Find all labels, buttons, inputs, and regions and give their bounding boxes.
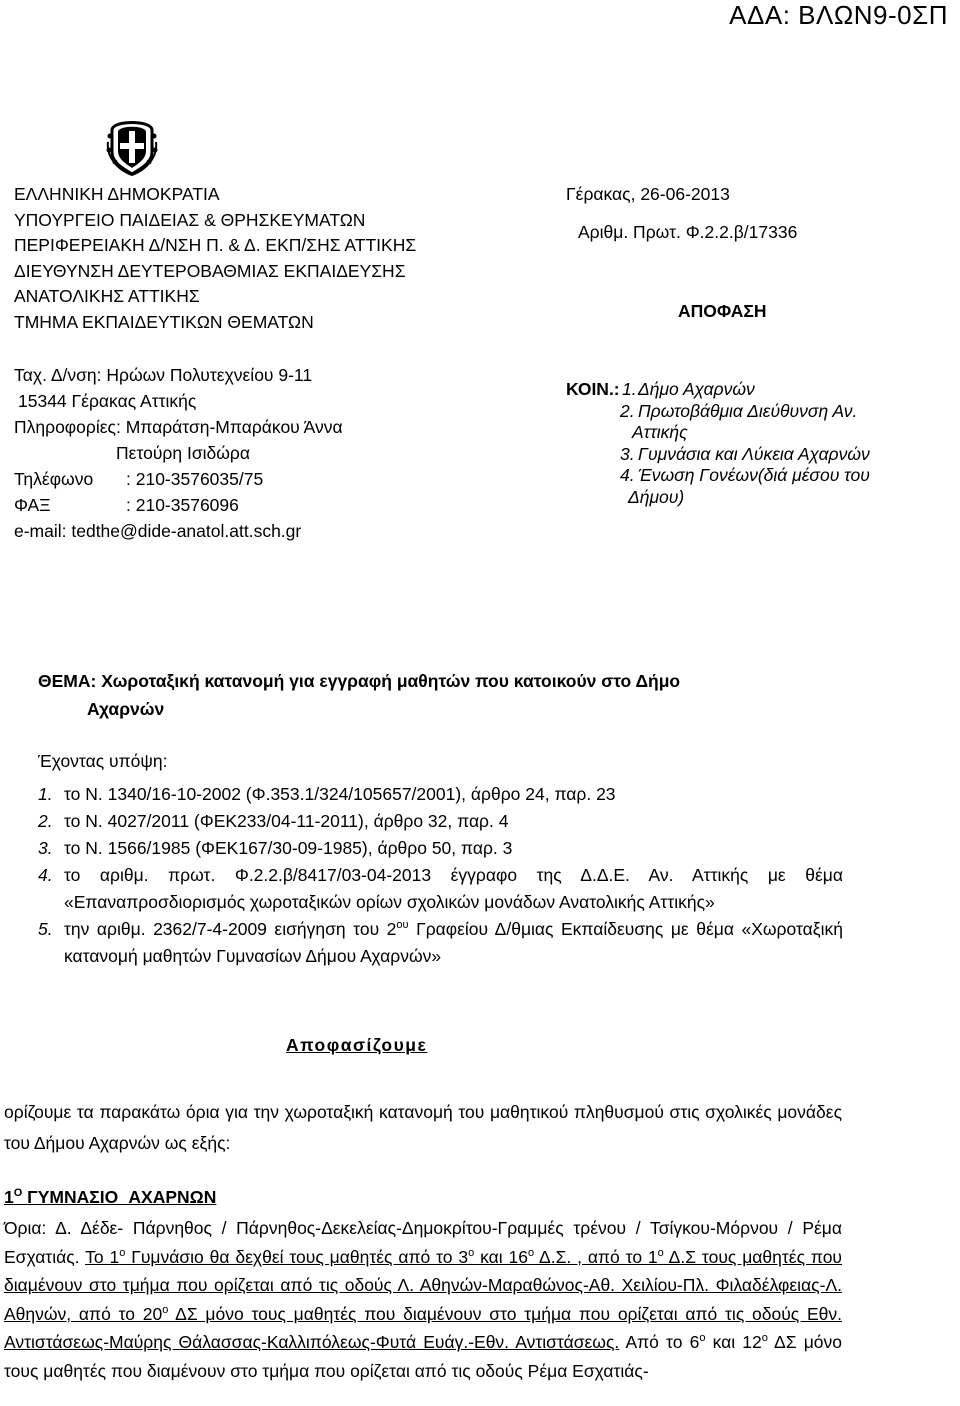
koin-label: ΚΟΙΝ.: <box>566 379 620 399</box>
considering-list <box>38 781 843 970</box>
considering-item: 4. το αριθμ. πρωτ. Φ.2.2.β/8417/03-04-2013 έγγραφο της Δ.Δ.Ε. Αν. Αττικής με θέμα «Επαναπροσδιορισμός χωροταξικών ορίων σχολικών μονάδων Ανατολικής Αττικής» <box>38 865 843 912</box>
issuer-header <box>14 182 416 335</box>
header-line: ΠΕΡΙΦΕΡΕΙΑΚΗ Δ/ΝΣΗ Π. & Δ. ΕΚΠ/ΣΗΣ ΑΤΤΙΚΗΣ <box>14 235 417 255</box>
fax-label: ΦΑΞ <box>14 495 51 515</box>
header-line: ΥΠΟΥΡΓΕΙΟ ΠΑΙΔΕΙΑΣ & ΘΡΗΣΚΕΥΜΑΤΩΝ <box>14 209 366 230</box>
school-boundaries: Όρια: Δ. Δέδε- Πάρνηθος / Πάρνηθος-Δεκελείας-Δημοκρίτου-Γραμμές τρένου / Τσίγκου-Μόρνου / Ρέμα Εσχατιάς. <box>4 1218 842 1267</box>
school-assignment-2: Από το $6^o$ και $12^o$ ΔΣ μόνο τους μαθητές που διαμένουν στο τμήμα που ορίζεται από τις οδούς Ρέμα Εσχατιάς- <box>4 1332 842 1381</box>
decision-text: ορίζουμε τα παρακάτω όρια για την χωροταξική κατανομή του μαθητικού πληθυσμού στις σχολικές μονάδες του Δήμου Αχαρνών ως εξής: <box>4 1102 842 1153</box>
koin-list <box>622 379 870 508</box>
header-line: ΑΝΑΤΟΛΙΚΗΣ ΑΤΤΙΚΗΣ <box>14 286 200 306</box>
koin-item: Αττικής <box>632 422 688 442</box>
koin-item: 3. Γυμνάσια και Λύκεια Αχαρνών <box>620 443 870 464</box>
address-line: Ταχ. Δ/νση: Ηρώων Πολυτεχνείου 9-11 <box>14 365 313 385</box>
header-line: ΔΙΕΥΘΥΝΣΗ ΔΕΥΤΕΡΟΒΑΘΜΙΑΣ ΕΚΠΑΙΔΕΥΣΗΣ <box>14 260 406 281</box>
place-date: Γέρακας, 26-06-2013 <box>566 184 730 204</box>
considering-item: 3. το Ν. 1566/1985 (ΦΕΚ167/30-09-1985), άρθρο 50, παρ. 3 <box>38 838 513 858</box>
decision-heading: Αποφασίζουμε <box>286 1035 428 1055</box>
considering-item: 5. την αριθμ. 2362/7-4-2009 εισήγηση του $2^{o\upsilon}$ Γραφείου Δ/θμιας Εκπαίδευσης με θέμα «Χωροταξική κατανομή μαθητών Γυμνασίων Δήμου Αχαρνών» <box>38 919 843 966</box>
subject-line-2: Αχαρνών <box>87 699 165 719</box>
phone-value: : 210-3576035/75 <box>126 469 264 489</box>
info-line: Πληροφορίες: Μπαράτση-Μπαράκου Άννα <box>14 417 343 437</box>
considering-item: 2. το Ν. 4027/2011 (ΦΕΚ233/04-11-2011), άρθρο 32, παρ. 4 <box>38 811 509 831</box>
fax-line <box>14 492 343 518</box>
koin-item: 4. Ένωση Γονέων(διά μέσου του <box>620 465 870 485</box>
koin-item: 1.Δήμο Αχαρνών <box>622 379 755 399</box>
info-line-2: Πετούρη Ισιδώρα <box>116 443 250 463</box>
protocol-number: Αριθμ. Πρωτ. Φ.2.2.β/17336 <box>578 222 798 242</box>
school-assignment: Το $1^o$ Γυμνάσιο θα δεχθεί τους μαθητές από το $3^o$ και $16^o$ Δ.Σ. , από το $1^o$ Δ.Σ τους μαθητές που διαμένουν στο τμήμα που ορίζεται από τις οδούς Λ. Αθηνών-Μαραθώνος-Αθ. Χειλίου-Πλ. Φιλαδέλφειας-Λ. Αθηνών, από το $20^o$ ΔΣ μόνο τους μαθητές που διαμένουν στο τμήμα που ορίζεται από τις οδούς Εθν. Αντιστάσεως-Μαύρης Θάλασσας-Καλλιπόλεως-Φυτά Ευάγ.-Εθν. Αντιστάσεως. <box>4 1246 843 1352</box>
considering-label: Έχοντας υπόψη: <box>38 751 168 771</box>
ada-code: ΑΔΑ: ΒΛΩΝ9-0ΣΠ <box>729 0 948 30</box>
document-type: ΑΠΟΦΑΣΗ <box>678 301 767 321</box>
phone-line <box>14 466 343 492</box>
contact-block <box>14 362 343 544</box>
considering-item: 1. το Ν. 1340/16-10-2002 (Φ.353.1/324/105657/2001), άρθρο 24, παρ. 23 <box>38 784 616 804</box>
koin-item: 2. Πρωτοβάθμια Διεύθυνση Αν. <box>620 400 858 421</box>
koin-item: Δήμου) <box>628 486 685 507</box>
subject-line-1: ΘΕΜΑ: Χωροταξική κατανομή για εγγραφή μαθητών που κατοικούν στο Δήμο <box>38 671 681 691</box>
school-body <box>4 1214 842 1385</box>
header-line: ΤΜΗΜΑ ΕΚΠΑΙΔΕΥΤΙΚΩΝ ΘΕΜΑΤΩΝ <box>14 311 314 332</box>
phone-label: Τηλέφωνο <box>14 469 94 489</box>
school-heading: $1^O$ ΓΥΜΝΑΣΙΟ ΑΧΑΡΝΩΝ <box>4 1187 217 1207</box>
header-line: ΕΛΛΗΝΙΚΗ ΔΗΜΟΚΡΑΤΙΑ <box>14 184 220 204</box>
greek-emblem-icon <box>104 112 160 176</box>
postcode-line: 15344 Γέρακας Αττικής <box>18 391 197 411</box>
email-line: e-mail: tedthe@dide-anatol.att.sch.gr <box>14 521 302 541</box>
fax-value: : 210-3576096 <box>126 495 239 515</box>
